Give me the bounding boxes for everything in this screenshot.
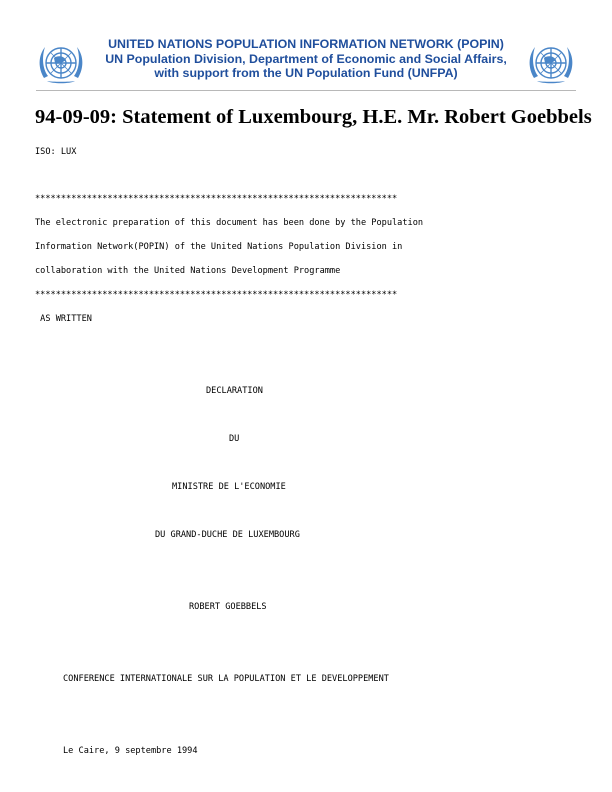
popin-header (88, 37, 524, 81)
stars-divider-bottom: ********************************************************************** (35, 290, 398, 300)
page-title: 94-09-09: Statement of Luxembourg, H.E. Mr. Robert Goebbels (35, 106, 592, 128)
prep-line-3: collaboration with the United Nations Development Programme (35, 266, 341, 276)
un-emblem-icon (36, 38, 86, 88)
header-divider (36, 90, 576, 91)
header-line-2: UN Population Division, Department of Economic and Social Affairs, (105, 51, 507, 66)
prep-line-1: The electronic preparation of this document has been done by the Population (35, 218, 424, 228)
stars-divider-top: ********************************************************************** (35, 194, 398, 204)
prep-line-2: Information Network(POPIN) of the United Nations Population Division in (35, 242, 403, 252)
declaration-heading: DECLARATION (206, 386, 263, 396)
header-line-3: with support from the UN Population Fund (UNFPA) (154, 66, 458, 81)
un-emblem-icon (526, 38, 576, 88)
speaker-name: ROBERT GOEBBELS (189, 602, 267, 612)
conference-name: CONFERENCE INTERNATIONALE SUR LA POPULATION ET LE DEVELOPPEMENT (63, 674, 389, 684)
du-heading: DU (229, 434, 240, 444)
as-written: AS WRITTEN (35, 314, 92, 324)
grand-duche-heading: DU GRAND-DUCHE DE LUXEMBOURG (155, 530, 300, 540)
iso-code: ISO: LUX (35, 147, 77, 157)
place-date: Le Caire, 9 septembre 1994 (63, 746, 198, 756)
header-line-1: UNITED NATIONS POPULATION INFORMATION NETWORK (POPIN) (108, 37, 504, 51)
ministre-heading: MINISTRE DE L'ECONOMIE (172, 482, 286, 492)
